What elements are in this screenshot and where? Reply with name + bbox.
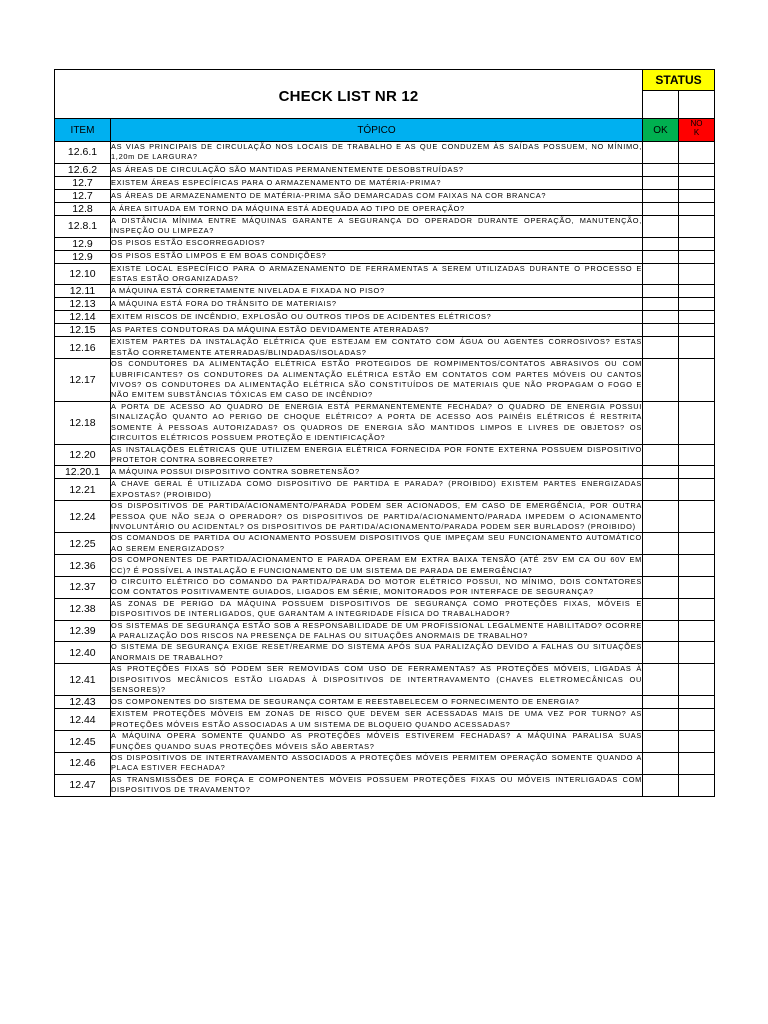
nok-checkbox-cell[interactable] [679, 533, 715, 555]
ok-checkbox-cell[interactable] [643, 576, 679, 598]
topic-text: OS SISTEMAS DE SEGURANÇA ESTÃO SOB A RESPONSABILIDADE DE UM PROFISSIONAL LEGALMENTE HABILITADO? OCORRE A PARALIZAÇÃO DOS RISCOS NA PRESENÇA DE FALHAS OU SITUAÇÕES ANORMAIS DE TRABALHO? [111, 620, 643, 640]
nok-checkbox-cell[interactable] [679, 176, 715, 189]
table-row [55, 709, 715, 731]
topic-text: OS DISPOSITIVOS DE PARTIDA/ACIONAMENTO/PARADA PODEM SER ACIONADOS, EM CASO DE EMERGÊNCIA, POR OUTRA PESSOA QUE NÃO SEJA O OPERADOR? OS DISPOSITIVOS DE PARTIDA/ACIONAMENTO/PARADA IMPEDEM O ACIONAMENTO INVOLUNTÁRIO OU ACIDENTAL? OS DISPOSITIVOS DE PARTIDA/ACIONAMENTO/PARADA PODEM SER BURLADOS? (PROIBIDO) [111, 501, 643, 531]
topic-text: A DISTÂNCIA MÍNIMA ENTRE MÁQUINAS GARANTE A SEGURANÇA DO OPERADOR DURANTE OPERAÇÃO, MANUTENÇÃO, INSPEÇÃO OU LIMPEZA? [111, 215, 643, 236]
nok-checkbox-cell[interactable] [679, 664, 715, 696]
topic-text: A MÁQUINA POSSUI DISPOSITIVO CONTRA SOBRETENSÃO? [111, 466, 643, 479]
topic-text: OS COMPONENTES DO SISTEMA DE SEGURANÇA CORTAM E REESTABELECEM O FORNECIMENTO DE ENERGIA? [111, 696, 643, 709]
table-row [55, 250, 715, 263]
table-row [55, 359, 715, 402]
nok-checkbox-cell[interactable] [679, 709, 715, 731]
item-number: 12.20 [55, 444, 111, 466]
item-number: 12.37 [55, 576, 111, 598]
checklist-title-cell [55, 70, 643, 119]
ok-checkbox-cell[interactable] [643, 311, 679, 324]
item-number: 12.44 [55, 709, 111, 731]
nok-checkbox-cell[interactable] [679, 189, 715, 202]
table-row [55, 598, 715, 620]
table-row [55, 163, 715, 176]
topic-text: AS VIAS PRINCIPAIS DE CIRCULAÇÃO NOS LOCAIS DE TRABALHO E AS QUE CONDUZEM ÀS SAÍDAS POSSUEM, NO MÍNIMO, 1,20m DE LARGURA? [111, 142, 643, 162]
table-row [55, 215, 715, 237]
nok-checkbox-cell[interactable] [679, 774, 715, 796]
item-number: 12.6.1 [55, 142, 111, 164]
topic-text: O SISTEMA DE SEGURANÇA EXIGE RESET/REARME DO SISTEMA APÓS SUA PARALIZAÇÃO DEVIDO A FALHAS OU SITUAÇÕES ANORMAIS DE TRABALHO? [111, 642, 643, 662]
topic-text: OS CONDUTORES DA ALIMENTAÇÃO ELÉTRICA ESTÃO PROTEGIDOS DE ROMPIMENTOS/CONTATOS ABRASIVOS OU COM LUBRIFICANTES? OS CONDUTORES DA ALIMENTAÇÃO ELÉTRICA ESTÃO EM CONTATOS COM PARTES MÓVEIS OU CANTOS VIVOS? OS CONDUTORES DA ALIMENTAÇÃO ELÉTRICA SÃO CONSTITUÍDOS DE MATERIAIS QUE NÃO PROPAGAM O FOGO E NÃO EMITEM SUBSTÂNCIAS TÓXICAS EM CASO DE INCÊNDIO? [111, 359, 643, 400]
topic-text: AS TRANSMISSÕES DE FORÇA E COMPONENTES MÓVEIS POSSUEM PROTEÇÕES FIXAS OU MÓVEIS INTERLIGADAS COM DISPOSITIVOS DE TRAVAMENTO? [111, 774, 643, 795]
page-title: CHECK LIST NR 12 [278, 88, 419, 105]
item-number: 12.8.1 [55, 215, 111, 237]
checklist-sheet [54, 69, 714, 797]
item-number: 12.11 [55, 285, 111, 298]
topic-text: A PORTA DE ACESSO AO QUADRO DE ENERGIA ESTÁ PERMANENTEMENTE FECHADA? O QUADRO DE ENERGIA POSSUI SINALIZAÇÃO QUANTO AO PERIGO DE CHOQUE ELÉTRICO? A PORTA DE ACESSO AOS PAINÉIS ELÉTRICOS É RESTRITA SOMENTE À PESSOAS AUTORIZADAS? OS QUADROS DE ENERGIA SÃO MANTIDOS LIMPOS E LIVRES DE OBJETOS? OS CIRCUITOS ELÉTRICOS POSSUEM PROTEÇÃO E IDENTIFICAÇÃO? [111, 401, 643, 443]
item-number: 12.21 [55, 479, 111, 501]
topic-text: OS PISOS ESTÃO ESCORREGADIOS? [111, 237, 643, 250]
ok-checkbox-cell[interactable] [643, 774, 679, 796]
ok-checkbox-cell[interactable] [643, 555, 679, 577]
nok-checkbox-cell[interactable] [679, 263, 715, 285]
ok-checkbox-cell[interactable] [643, 298, 679, 311]
item-number: 12.18 [55, 401, 111, 444]
topic-text: A ÁREA SITUADA EM TORNO DA MÁQUINA ESTÁ ADEQUADA AO TIPO DE OPERAÇÃO? [111, 202, 643, 215]
ok-checkbox-cell[interactable] [643, 163, 679, 176]
table-row [55, 176, 715, 189]
item-number: 12.45 [55, 731, 111, 753]
item-number: 12.25 [55, 533, 111, 555]
ok-checkbox-cell[interactable] [643, 237, 679, 250]
topic-text: OS COMPONENTES DE PARTIDA/ACIONAMENTO E PARADA OPERAM EM EXTRA BAIXA TENSÃO (ATÉ 25V EM CA OU 60V EM CC)? É POSSÍVEL A INSTALAÇÃO E FUNCIONAMENTO DE UM SISTEMA DE PARADA DE EMERGÊNCIA? [111, 555, 643, 575]
nok-checkbox-cell[interactable] [679, 576, 715, 598]
nok-checkbox-cell[interactable] [679, 311, 715, 324]
table-row [55, 696, 715, 709]
ok-checkbox-cell[interactable] [643, 753, 679, 775]
item-number: 12.15 [55, 324, 111, 337]
topic-text: EXISTEM ÁREAS ESPECÍFICAS PARA O ARMAZENAMENTO DE MATÉRIA-PRIMA? [111, 176, 643, 189]
nok-checkbox-cell[interactable] [679, 598, 715, 620]
item-number: 12.46 [55, 753, 111, 775]
topic-text: O CIRCUITO ELÉTRICO DO COMANDO DA PARTIDA/PARADA DO MOTOR ELÉTRICO POSSUI, NO MÍNIMO, DOIS CONTATORES COM CONTATOS POSITIVAMENTE GUIADOS, LIGADOS EM SÉRIE, MONITORADOS POR INTERFACE DE SEGURANÇA? [111, 576, 643, 597]
topic-text: AS ZONAS DE PERIGO DA MÁQUINA POSSUEM DISPOSITIVOS DE SEGURANÇA COMO PROTEÇÕES FIXAS, MÓVEIS E DISPOSITIVOS DE INTERLIGADOS, QUE GARANTAM A INTEGRIDADE FÍSICA DO TRABALHADOR? [111, 598, 643, 619]
table-row [55, 642, 715, 664]
ok-checkbox-cell[interactable] [643, 202, 679, 215]
topic-text: A MÁQUINA ESTÁ CORRETAMENTE NIVELADA E FIXADA NO PISO? [111, 285, 643, 298]
topic-text: EXITEM RISCOS DE INCÊNDIO, EXPLOSÃO OU OUTROS TIPOS DE ACIDENTES ELÉTRICOS? [111, 311, 643, 324]
ok-checkbox-cell[interactable] [643, 444, 679, 466]
item-number: 12.36 [55, 555, 111, 577]
item-number: 12.38 [55, 598, 111, 620]
table-row [55, 731, 715, 753]
topic-text: EXISTEM PARTES DA INSTALAÇÃO ELÉTRICA QUE ESTEJAM EM CONTATO COM ÁGUA OU AGENTES CORROSIVOS? ESTAS ESTÃO CORRETAMENTE ATERRADAS/BLINDADAS/ISOLADAS? [111, 337, 643, 357]
table-row [55, 576, 715, 598]
item-number: 12.6.2 [55, 163, 111, 176]
table-row [55, 337, 715, 359]
item-number: 12.8 [55, 202, 111, 215]
ok-checkbox-cell[interactable] [643, 189, 679, 202]
checklist-table [54, 69, 715, 797]
nok-checkbox-cell[interactable] [679, 466, 715, 479]
ok-checkbox-cell[interactable] [643, 401, 679, 444]
item-column-header: ITEM [55, 119, 111, 142]
item-number: 12.47 [55, 774, 111, 796]
ok-column-header: OK [643, 119, 679, 142]
ok-checkbox-cell[interactable] [643, 598, 679, 620]
table-row [55, 263, 715, 285]
item-number: 12.10 [55, 263, 111, 285]
item-number: 12.7 [55, 189, 111, 202]
table-row [55, 142, 715, 164]
table-row [55, 324, 715, 337]
ok-checkbox-cell[interactable] [643, 501, 679, 533]
table-row [55, 444, 715, 466]
ok-checkbox-cell[interactable] [643, 664, 679, 696]
table-row [55, 298, 715, 311]
topic-text: EXISTE LOCAL ESPECÍFICO PARA O ARMAZENAMENTO DE FERRAMENTAS A SEREM UTILIZADAS DURANTE O PROCESSO E ESTAS ESTÃO ORGANIZADAS? [111, 263, 643, 284]
topic-text: AS PARTES CONDUTORAS DA MÁQUINA ESTÃO DEVIDAMENTE ATERRADAS? [111, 324, 643, 337]
ok-checkbox-cell[interactable] [643, 285, 679, 298]
ok-checkbox-cell[interactable] [643, 263, 679, 285]
item-number: 12.9 [55, 237, 111, 250]
nok-checkbox-cell[interactable] [679, 731, 715, 753]
table-row [55, 202, 715, 215]
topic-column-header: TÓPICO [111, 119, 643, 142]
ok-checkbox-cell[interactable] [643, 250, 679, 263]
table-row [55, 664, 715, 696]
topic-text: OS COMANDOS DE PARTIDA OU ACIONAMENTO POSSUEM DISPOSITIVOS QUE IMPEÇAM SEU FUNCIONAMENTO AUTOMÁTICO AO SEREM ENERGIZADOS? [111, 533, 643, 553]
item-number: 12.9 [55, 250, 111, 263]
item-number: 12.20.1 [55, 466, 111, 479]
ok-checkbox-cell[interactable] [643, 142, 679, 164]
nok-checkbox-cell[interactable] [679, 163, 715, 176]
ok-checkbox-cell[interactable] [643, 359, 679, 402]
ok-checkbox-cell[interactable] [643, 533, 679, 555]
table-row [55, 501, 715, 533]
table-row [55, 620, 715, 642]
table-row [55, 237, 715, 250]
table-row [55, 753, 715, 775]
nok-checkbox-cell[interactable] [679, 642, 715, 664]
topic-text: OS DISPOSITIVOS DE INTERTRAVAMENTO ASSOCIADOS A PROTEÇÕES MÓVEIS PERMITEM OPERAÇÃO SOMENTE QUANDO A PLACA ESTIVER FECHADA? [111, 753, 643, 773]
table-row [55, 774, 715, 796]
table-row [55, 401, 715, 444]
nok-checkbox-cell[interactable] [679, 444, 715, 466]
ok-checkbox-cell[interactable] [643, 337, 679, 359]
ok-checkbox-cell[interactable] [643, 731, 679, 753]
nok-checkbox-cell[interactable] [679, 202, 715, 215]
table-row [55, 533, 715, 555]
ok-checkbox-cell[interactable] [643, 696, 679, 709]
item-number: 12.39 [55, 620, 111, 642]
table-row [55, 311, 715, 324]
nok-checkbox-cell[interactable] [679, 298, 715, 311]
topic-text: OS PISOS ESTÃO LIMPOS E EM BOAS CONDIÇÕES? [111, 250, 643, 263]
nok-checkbox-cell[interactable] [679, 696, 715, 709]
item-number: 12.40 [55, 642, 111, 664]
nok-checkbox-cell[interactable] [679, 555, 715, 577]
table-row [55, 479, 715, 501]
nok-checkbox-cell[interactable] [679, 337, 715, 359]
nok-checkbox-cell[interactable] [679, 501, 715, 533]
topic-text: A MÁQUINA ESTÁ FORA DO TRÂNSITO DE MATERIAIS? [111, 298, 643, 311]
nok-checkbox-cell[interactable] [679, 250, 715, 263]
topic-text: A MÁQUINA OPERA SOMENTE QUANDO AS PROTEÇÕES MÓVEIS ESTIVEREM FECHADAS? A MÁQUINA PARALISA SUAS FUNÇÕES QUANDO SUAS PROTEÇÕES MÓVEIS SÃO ABERTAS? [111, 731, 643, 751]
ok-checkbox-cell[interactable] [643, 176, 679, 189]
ok-checkbox-cell[interactable] [643, 642, 679, 664]
ok-checkbox-cell[interactable] [643, 479, 679, 501]
ok-checkbox-cell[interactable] [643, 709, 679, 731]
status-header: STATUS [643, 70, 715, 91]
item-number: 12.43 [55, 696, 111, 709]
ok-checkbox-cell[interactable] [643, 620, 679, 642]
topic-text: AS ÁREAS DE CIRCULAÇÃO SÃO MANTIDAS PERMANENTEMENTE DESOBSTRUÍDAS? [111, 163, 643, 176]
column-header-row [55, 119, 715, 142]
item-number: 12.7 [55, 176, 111, 189]
topic-text: AS INSTALAÇÕES ELÉTRICAS QUE UTILIZEM ENERGIA ELÉTRICA FORNECIDA POR FONTE EXTERNA POSSUEM DISPOSITIVO PROTETOR CONTRA SOBRECORRETE? [111, 444, 643, 464]
item-number: 12.41 [55, 664, 111, 696]
nok-column-header [679, 119, 715, 142]
table-row [55, 189, 715, 202]
nok-checkbox-cell[interactable] [679, 401, 715, 444]
ok-checkbox-cell[interactable] [643, 324, 679, 337]
topic-text: AS PROTEÇÕES FIXAS SÓ PODEM SER REMOVIDAS COM USO DE FERRAMENTAS? AS PROTEÇÕES MÓVEIS, LIGADAS À DISPOSITIVOS MECÂNICOS ESTÃO LIGADAS À DISPOSITIVOS DE INTERTRAVAMENTO (CHAVES ELETROMECÂNICAS OU SENSORES)? [111, 664, 643, 695]
nok-checkbox-cell[interactable] [679, 237, 715, 250]
nok-checkbox-cell[interactable] [679, 285, 715, 298]
item-number: 12.17 [55, 359, 111, 402]
topic-text: AS ÁREAS DE ARMAZENAMENTO DE MATÉRIA-PRIMA SÃO DEMARCADAS COM FAIXAS NA COR BRANCA? [111, 189, 643, 202]
ok-checkbox-cell[interactable] [643, 466, 679, 479]
item-number: 12.13 [55, 298, 111, 311]
nok-label: NOK [690, 119, 703, 137]
table-row [55, 555, 715, 577]
topic-text: A CHAVE GERAL É UTILIZADA COMO DISPOSITIVO DE PARTIDA E PARADA? (PROIBIDO) EXISTEM PARTES ENERGIZADAS EXPOSTAS? (PROIBIDO) [111, 479, 643, 499]
table-row [55, 466, 715, 479]
nok-checkbox-cell[interactable] [679, 215, 715, 237]
status-blank-ok [643, 91, 679, 119]
status-blank-nok [679, 91, 715, 119]
item-number: 12.16 [55, 337, 111, 359]
ok-checkbox-cell[interactable] [643, 215, 679, 237]
table-row [55, 285, 715, 298]
topic-text: EXISTEM PROTEÇÕES MÓVEIS EM ZONAS DE RISCO QUE DEVEM SER ACESSADAS MAIS DE UMA VEZ POR TURNO? AS PROTEÇÕES MÓVEIS ESTÃO ASSOCIADAS A UM SISTEMA DE BLOQUEIO QUANDO ACESSADAS? [111, 709, 643, 729]
nok-checkbox-cell[interactable] [679, 142, 715, 164]
item-number: 12.14 [55, 311, 111, 324]
nok-checkbox-cell[interactable] [679, 359, 715, 402]
nok-checkbox-cell[interactable] [679, 753, 715, 775]
item-number: 12.24 [55, 501, 111, 533]
nok-checkbox-cell[interactable] [679, 479, 715, 501]
nok-checkbox-cell[interactable] [679, 620, 715, 642]
nok-checkbox-cell[interactable] [679, 324, 715, 337]
